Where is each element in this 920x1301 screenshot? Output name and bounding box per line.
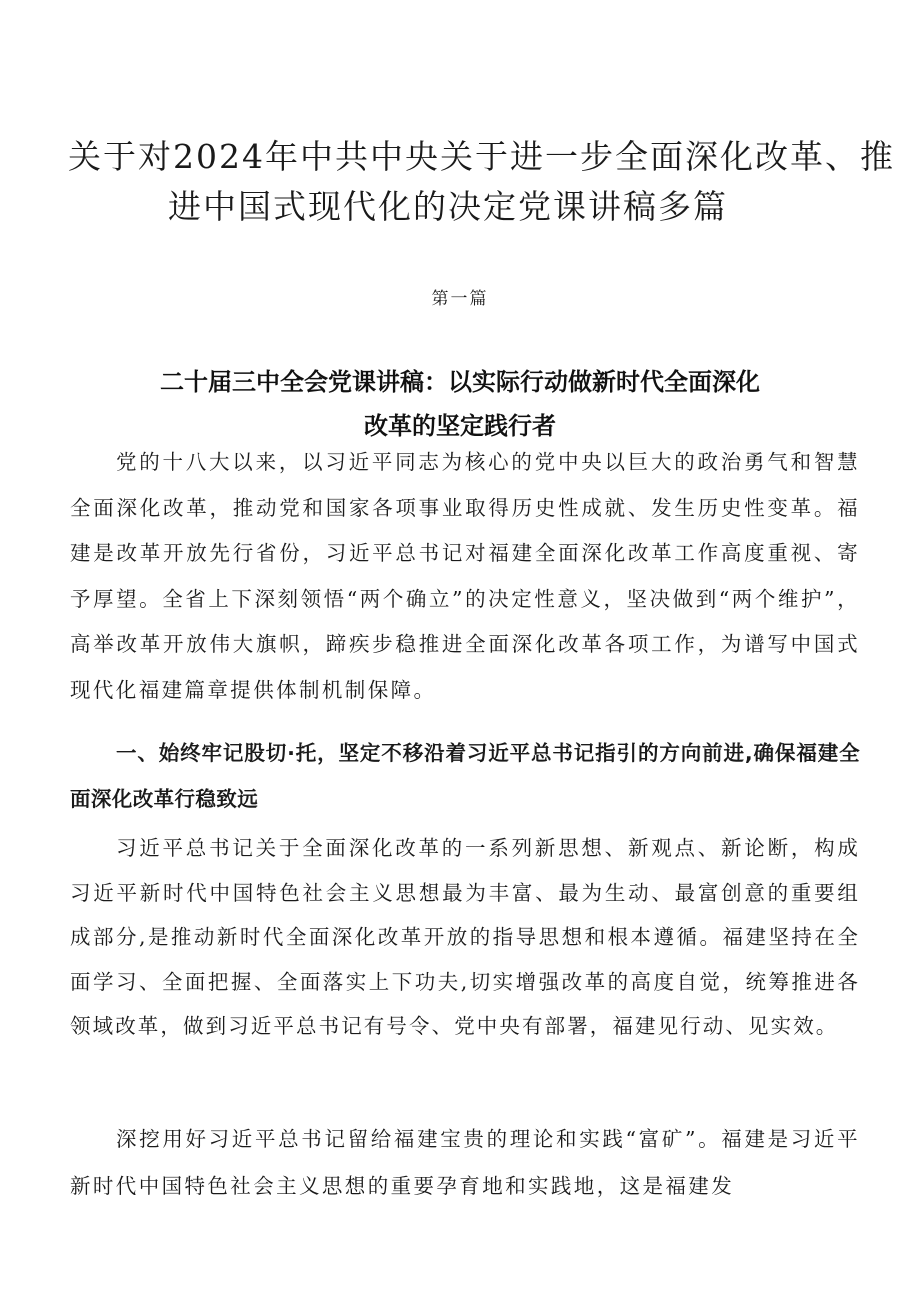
speech-title: [0, 360, 920, 448]
body-paragraph-3: 深挖用好习近平总书记留给福建宝贵的理论和实践“富矿”。福建是习近平新时代中国特色社会主义思想的重要孕育地和实践地，这是福建发: [70, 1127, 860, 1198]
body-paragraph-1: 党的十八大以来，以习近平同志为核心的党中央以巨大的政治勇气和智慧全面深化改革，推动党和国家各项事业取得历史性成就、发生历史性变革。福建是改革开放先行省份，习近平总书记对福建全面深化改革工作高度重视、寄予厚望。全省上下深刻领悟“两个确立”的决定性意义，坚决做到“两个维护”，高举改革开放伟大旗帜，蹄疾步稳推进全面深化改革各项工作，为谱写中国式现代化福建篇章提供体制机制保障。: [70, 450, 860, 702]
document-title-line-1: 关于对2024年中共中央关于进一步全面深化改革、推: [68, 137, 895, 177]
part-label: 第一篇: [431, 289, 489, 309]
speech-title-line-1: 二十届三中全会党课讲稿：以实际行动做新时代全面深化: [160, 367, 760, 396]
speech-title-line-2: 改革的坚定践行者: [364, 411, 556, 440]
document-title: [50, 132, 895, 232]
body-paragraph-2: 习近平总书记关于全面深化改革的一系列新思想、新观点、新论断，构成习近平新时代中国特色社会主义思想最为丰富、最为生动、最富创意的重要组成部分,是推动新时代全面深化改革开放的指导思想和根本遵循。福建坚持在全面学习、全面把握、全面落实上下功夫,切实增强改革的高度自觉，统筹推进各领域改革，做到习近平总书记有号令、党中央有部署，福建见行动、见实效。: [70, 836, 860, 1038]
section-heading-1: 一、始终牢记股切·托，坚定不移沿着习近平总书记指引的方向前进,确保福建全面深化改革行稳致远: [70, 741, 860, 811]
document-title-line-2: 进中国式现代化的决定党课讲稿多篇: [168, 187, 728, 227]
